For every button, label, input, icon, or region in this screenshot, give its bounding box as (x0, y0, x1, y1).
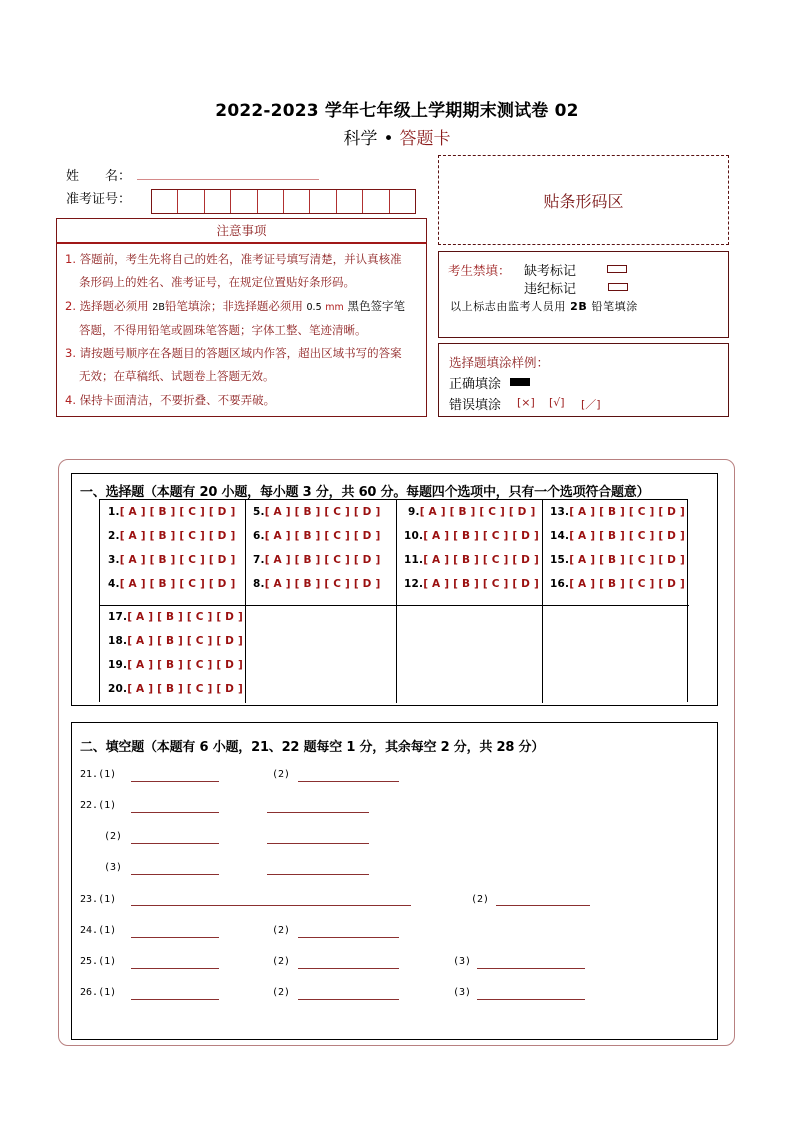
mc-question-18[interactable]: 18.[ A ] [ B ] [ C ] [ D ] (108, 635, 243, 647)
exam-id-digit-box[interactable] (337, 190, 363, 213)
q26-3-label: (3) (453, 987, 472, 998)
exam-id-digit-box[interactable] (390, 190, 415, 213)
mc-question-20[interactable]: 20.[ A ] [ B ] [ C ] [ D ] (108, 683, 243, 695)
exam-id-digit-box[interactable] (178, 190, 204, 213)
mc-question-7[interactable]: 7.[ A ] [ B ] [ C ] [ D ] (253, 554, 381, 566)
name-field[interactable] (137, 179, 319, 180)
q25-2-answer-line[interactable] (298, 968, 399, 969)
q22-2-answer-line-b[interactable] (267, 843, 369, 844)
fill-blank-section (71, 722, 718, 1040)
mc-question-5[interactable]: 5.[ A ] [ B ] [ C ] [ D ] (253, 506, 381, 518)
exam-id-label: 准考证号： (66, 192, 132, 207)
notice-text: 答题，不得用铅笔或圆珠笔答题；字体工整、笔迹清晰。 (79, 322, 367, 337)
violation-mark-label: 违纪标记 (524, 282, 577, 297)
notice-item-3 (65, 342, 420, 389)
wrong-mark-slash: [／] (581, 398, 601, 411)
q26-3-answer-line[interactable] (477, 999, 585, 1000)
mc-question-6[interactable]: 6.[ A ] [ B ] [ C ] [ D ] (253, 530, 381, 542)
q22-3-answer-line-a[interactable] (131, 874, 219, 875)
q25-label: 25.(1) (80, 956, 117, 967)
grid-divider (542, 500, 543, 703)
q26-2-answer-line[interactable] (298, 999, 399, 1000)
notice-num: 1. (65, 252, 76, 266)
exam-id-digit-box[interactable] (231, 190, 257, 213)
notice-text: 保持卡面清洁，不要折叠、不要弄破。 (79, 392, 276, 407)
q24-2-label: (2) (272, 925, 291, 936)
exam-id-digit-box[interactable] (205, 190, 231, 213)
mc-question-1[interactable]: 1.[ A ] [ B ] [ C ] [ D ] (108, 506, 236, 518)
q24-label: 24.(1) (80, 925, 117, 936)
proctor-marks-box (438, 251, 729, 338)
multiple-choice-grid (99, 499, 688, 702)
notice-item-4 (65, 389, 420, 412)
wrong-fill-label: 错误填涂 (449, 398, 502, 413)
notice-num: 3. (65, 346, 76, 361)
q25-2-label: (2) (272, 956, 291, 967)
mc-question-19[interactable]: 19.[ A ] [ B ] [ C ] [ D ] (108, 659, 243, 671)
notice-text: mm (325, 301, 344, 313)
mc-question-9[interactable]: 9.[ A ] [ B ] [ C ] [ D ] (408, 506, 536, 518)
q24-1-answer-line[interactable] (131, 937, 219, 938)
fill-blank-title: 二、填空题（本题有 6 小题，21、22 题每空 1 分，其余每空 2 分，共 28 分） (80, 740, 545, 755)
notice-text: 无效；在草稿纸、试题卷上答题无效。 (79, 369, 275, 384)
q23-2-label: (2) (471, 894, 490, 905)
q21-label: 21.(1) (80, 769, 117, 780)
notice-text: 条形码上的姓名、准考证号，在规定位置贴好条形码。 (79, 275, 355, 290)
notice-item-2 (65, 295, 420, 343)
q22-2-label: (2) (104, 831, 123, 842)
q22-label: 22.(1) (80, 800, 117, 811)
proctor-note-text: 以上标志由监考人员用 (450, 300, 566, 313)
wrong-mark-cross: [×] (517, 396, 535, 409)
grid-divider (396, 500, 397, 703)
mc-question-13[interactable]: 13.[ A ] [ B ] [ C ] [ D ] (550, 506, 685, 518)
mc-question-4[interactable]: 4.[ A ] [ B ] [ C ] [ D ] (108, 578, 236, 590)
q22-2-answer-line-a[interactable] (131, 843, 219, 844)
notice-num: 2. (65, 298, 76, 313)
q26-1-answer-line[interactable] (131, 999, 219, 1000)
notice-num: 4. (65, 392, 76, 407)
exam-id-digit-box[interactable] (310, 190, 336, 213)
absent-mark-label: 缺考标记 (524, 264, 577, 279)
q25-3-label: (3) (453, 956, 472, 967)
grid-divider (245, 500, 246, 703)
mc-question-14[interactable]: 14.[ A ] [ B ] [ C ] [ D ] (550, 530, 685, 542)
fill-sample-title: 选择题填涂样例： (449, 355, 550, 370)
mc-question-16[interactable]: 16.[ A ] [ B ] [ C ] [ D ] (550, 578, 685, 590)
subject-label: 科学 (343, 129, 378, 149)
mc-question-12[interactable]: 12.[ A ] [ B ] [ C ] [ D ] (404, 578, 539, 590)
fill-sample-box (438, 343, 729, 417)
q26-label: 26.(1) (80, 987, 117, 998)
q23-label: 23.(1) (80, 894, 117, 905)
q22-1-answer-line-b[interactable] (267, 812, 369, 813)
q25-1-answer-line[interactable] (131, 968, 219, 969)
q21-2-label: (2) (272, 769, 291, 780)
notice-item-1 (65, 248, 420, 295)
exam-title: 2022-2023 学年七年级上学期期末测试卷 02 (215, 101, 579, 121)
absent-mark-box[interactable] (607, 265, 627, 273)
notice-text: 2B (152, 301, 165, 313)
exam-id-digit-box[interactable] (152, 190, 178, 213)
proctor-only-label: 考生禁填： (448, 263, 511, 278)
mc-question-3[interactable]: 3.[ A ] [ B ] [ C ] [ D ] (108, 554, 236, 566)
notice-text: 答题前，考生先将自己的姓名，准考证号填写清楚，并认真核准 (79, 252, 402, 266)
proctor-note-text: 铅笔填涂 (591, 300, 638, 313)
exam-id-digit-box[interactable] (258, 190, 284, 213)
multiple-choice-title: 一、选择题（本题有 20 小题，每小题 3 分，共 60 分。每题四个选项中，只有一个选项符合题意） (80, 485, 650, 500)
q22-1-answer-line-a[interactable] (131, 812, 219, 813)
wrong-mark-check: [√] (549, 396, 565, 409)
exam-id-digit-box[interactable] (284, 190, 310, 213)
name-label: 姓 名： (66, 169, 132, 184)
correct-fill-swatch (510, 378, 530, 386)
mc-question-2[interactable]: 2.[ A ] [ B ] [ C ] [ D ] (108, 530, 236, 542)
mc-question-11[interactable]: 11.[ A ] [ B ] [ C ] [ D ] (404, 554, 539, 566)
barcode-area (438, 155, 729, 245)
mc-question-10[interactable]: 10.[ A ] [ B ] [ C ] [ D ] (404, 530, 539, 542)
exam-subtitle (0, 124, 794, 149)
q21-2-answer-line[interactable] (298, 781, 399, 782)
mc-question-8[interactable]: 8.[ A ] [ B ] [ C ] [ D ] (253, 578, 381, 590)
q22-3-label: (3) (104, 862, 123, 873)
exam-id-digit-box[interactable] (363, 190, 389, 213)
q25-3-answer-line[interactable] (477, 968, 585, 969)
notice-text: 请按题号顺序在各题目的答题区域内作答，超出区域书写的答案 (79, 346, 402, 361)
separator-dot: • (383, 129, 394, 149)
proctor-note (450, 298, 638, 314)
mc-question-15[interactable]: 15.[ A ] [ B ] [ C ] [ D ] (550, 554, 685, 566)
notice-text: 铅笔填涂；非选择题必须用 (164, 298, 303, 313)
notice-list (56, 242, 427, 417)
violation-mark-box[interactable] (608, 283, 628, 291)
q26-2-label: (2) (272, 987, 291, 998)
notice-text: 0.5 (306, 301, 322, 313)
q23-2-answer-line[interactable] (496, 905, 590, 906)
q22-3-answer-line-b[interactable] (267, 874, 369, 875)
proctor-note-text: 2B (570, 300, 588, 313)
mc-question-17[interactable]: 17.[ A ] [ B ] [ C ] [ D ] (108, 611, 243, 623)
barcode-area-label: 贴条形码区 (543, 191, 624, 211)
exam-id-boxes (151, 189, 416, 214)
grid-divider (100, 605, 689, 606)
card-type-label: 答题卡 (399, 129, 451, 149)
q23-1-answer-line[interactable] (131, 905, 411, 906)
correct-fill-label: 正确填涂 (449, 377, 502, 392)
q24-2-answer-line[interactable] (298, 937, 399, 938)
notice-heading: 注意事项 (56, 218, 427, 243)
q21-1-answer-line[interactable] (131, 781, 219, 782)
notice-text: 选择题必须用 (79, 298, 149, 313)
notice-text: 黑色签字笔 (347, 298, 405, 313)
